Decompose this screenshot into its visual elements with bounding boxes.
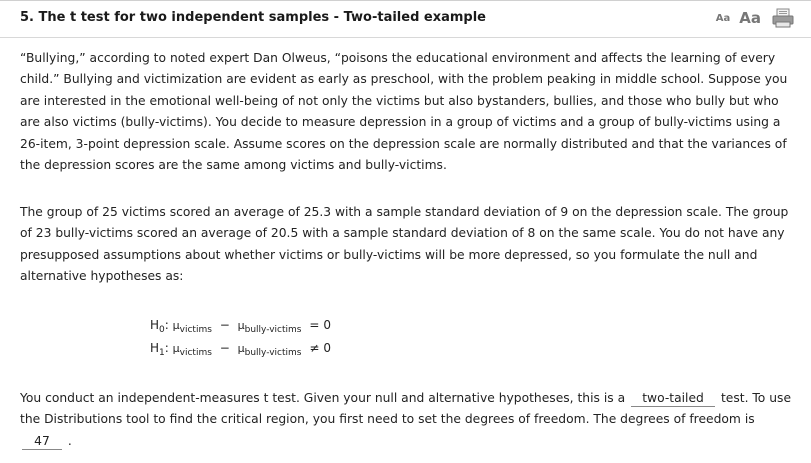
- question-header: [0, 0, 811, 38]
- intro-paragraph: “Bullying,” according to noted expert Dan Olweus, “poisons the educational environment and affects the learning of every child.” Bullying and victimization are evident as early as preschool, with the problem peaking in middle school. Suppose you are interested in the emotional well-being of not only the victims but also bystanders, bullies, and those who bully but who are also victims (bully-victims). You decide to measure depression in a group of victims and a group of bully-victims using a 26-item, 3-point depression scale. Assume scores on the depression scale are normally distributed and that the variances of the depression scores are the same among victims and bully-victims.: [20, 51, 788, 173]
- minus-sign: −: [219, 341, 230, 355]
- h0-value: 0: [323, 318, 332, 332]
- decrease-font-button[interactable]: Aa: [715, 12, 731, 24]
- victims-subscript: victims: [179, 348, 212, 358]
- h0-label: $H_0$:: [150, 318, 169, 335]
- mu-symbol: μ: [237, 342, 245, 355]
- null-hypothesis: [150, 318, 331, 335]
- test-type-answer-field[interactable]: two-tailed: [631, 390, 715, 407]
- h1-label: $H_1$:: [150, 341, 169, 358]
- mu-symbol: μ: [172, 342, 180, 355]
- mu-symbol: μ: [172, 319, 180, 332]
- answer-paragraph: [20, 388, 795, 452]
- alternative-hypothesis: [150, 341, 331, 358]
- print-icon[interactable]: [771, 8, 795, 28]
- answer-text-3: .: [67, 433, 72, 448]
- h1-value: 0: [323, 341, 332, 355]
- answer-text-1: You conduct an independent-measures t test. Given your null and alternative hypotheses, this is a: [20, 391, 626, 405]
- header-tools: [716, 8, 795, 28]
- equals-sign: =: [309, 318, 320, 332]
- question-title: 5. The t test for two independent samples - Two-tailed example: [20, 10, 487, 25]
- header-divider: [0, 37, 811, 38]
- victims-subscript: victims: [179, 325, 212, 335]
- answer-text-2: test. To use the Distributions tool to find the critical region, you first need to set the degrees of freedom. The degrees of freedom is: [20, 391, 792, 427]
- data-paragraph: The group of 25 victims scored an average of 25.3 with a sample standard deviation of 9 on the depression scale. The group of 23 bully-victims scored an average of 20.5 with a sample standard deviation of 8 on the same scale. You do not have any presupposed assumptions about whether victims or bully-victims will be more depressed, so you formulate the null and alternative hypotheses as:: [20, 205, 789, 284]
- degrees-of-freedom-answer-field[interactable]: 47: [22, 433, 62, 450]
- not-equal-sign: ≠: [309, 341, 320, 355]
- minus-sign: −: [219, 318, 230, 332]
- mu-symbol: μ: [237, 319, 245, 332]
- increase-font-button[interactable]: Aa: [739, 9, 761, 27]
- bully-victims-subscript: bully-victims: [244, 325, 302, 335]
- bully-victims-subscript: bully-victims: [244, 348, 302, 358]
